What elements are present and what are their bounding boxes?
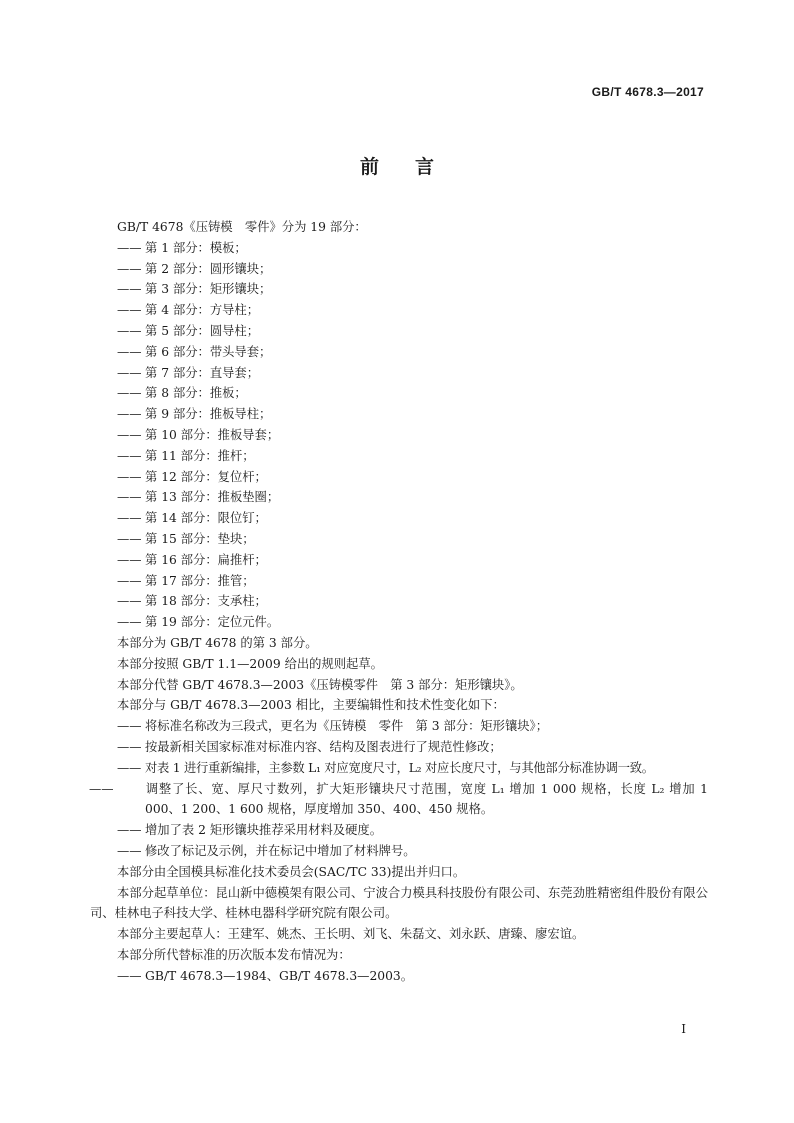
foreword-body	[90, 217, 708, 986]
list-item: —— 第 12 部分：复位杆；	[90, 467, 708, 488]
list-item: —— 第 4 部分：方导柱；	[90, 300, 708, 321]
list-item: —— 第 8 部分：推板；	[90, 383, 708, 404]
dash-marker: ——	[117, 407, 142, 422]
dash-marker: ——	[117, 843, 142, 858]
list-item: —— 第 19 部分：定位元件。	[90, 612, 708, 633]
list-item: —— 第 16 部分：扁推杆；	[90, 550, 708, 571]
dash-marker: ——	[117, 282, 142, 297]
dash-marker: ——	[117, 760, 142, 775]
drafting-units-paragraph: 本部分起草单位：昆山新中德模架有限公司、宁波合力模具科技股份有限公司、东莞劲胜精密组件股份有限公司、桂林电子科技大学、桂林电器科学研究院有限公司。	[90, 885, 708, 921]
list-item: —— 第 15 部分：垫块；	[90, 529, 708, 550]
list-item: —— 第 7 部分：直导套；	[90, 363, 708, 384]
changes-list	[90, 716, 708, 862]
list-item: —— 第 14 部分：限位钉；	[90, 508, 708, 529]
list-item: —— 调整了长、宽、厚尺寸数列，扩大矩形镶块尺寸范围，宽度 L₁ 增加 1 000 规格，长度 L₂ 增加 1 000、1 200、1 600 规格，厚度增加 350、400、450 规格。	[90, 779, 708, 821]
list-item: —— 第 3 部分：矩形镶块；	[90, 279, 708, 300]
dash-marker: ——	[89, 781, 114, 796]
standard-code: GB/T 4678.3—2017	[591, 85, 704, 99]
dash-marker: ——	[117, 739, 142, 754]
list-item: —— 第 1 部分：模板；	[90, 238, 708, 259]
dash-marker: ——	[117, 240, 142, 255]
dash-marker: ——	[117, 365, 142, 380]
list-item: —— 第 11 部分：推杆；	[90, 446, 708, 467]
dash-marker: ——	[117, 615, 142, 630]
list-item: —— 对表 1 进行重新编排，主参数 L₁ 对应宽度尺寸，L₂ 对应长度尺寸，与其他部分标准协调一致。	[90, 758, 708, 779]
dash-marker: ——	[117, 448, 142, 463]
changes-intro-paragraph: 本部分与 GB/T 4678.3—2003 相比，主要编辑性和技术性变化如下：	[117, 698, 505, 713]
dash-marker: ——	[117, 552, 142, 567]
dash-marker: ——	[117, 469, 142, 484]
drafters-paragraph: 本部分主要起草人：王建军、姚杰、王长明、刘飞、朱磊文、刘永跃、唐臻、廖宏谊。	[117, 927, 585, 942]
list-item: —— 第 17 部分：推管；	[90, 571, 708, 592]
part-number-paragraph: 本部分为 GB/T 4678 的第 3 部分。	[117, 635, 318, 650]
dash-marker: ——	[117, 823, 142, 838]
dash-marker: ——	[117, 531, 142, 546]
dash-marker: ——	[117, 427, 142, 442]
list-item: —— 将标准名称改为三段式，更名为《压铸模 零件 第 3 部分：矩形镶块》；	[90, 716, 708, 737]
list-item: —— 第 9 部分：推板导柱；	[90, 404, 708, 425]
dash-marker: ——	[117, 490, 142, 505]
dash-marker: ——	[117, 261, 142, 276]
history-intro-paragraph: 本部分所代替标准的历次版本发布情况为：	[117, 947, 351, 962]
list-item: —— 第 10 部分：推板导套；	[90, 425, 708, 446]
dash-marker: ——	[117, 511, 142, 526]
replacement-paragraph: 本部分代替 GB/T 4678.3—2003《压铸模零件 第 3 部分：矩形镶块》。	[117, 677, 523, 692]
dash-marker: ——	[117, 323, 142, 338]
list-item: —— 修改了标记及示例，并在标记中增加了材料牌号。	[90, 841, 708, 862]
list-item: —— 第 18 部分：支承柱；	[90, 591, 708, 612]
parts-list	[90, 238, 708, 633]
list-item: —— 第 13 部分：推板垫圈；	[90, 487, 708, 508]
dash-marker: ——	[117, 573, 142, 588]
page-title: 前言	[359, 156, 470, 178]
dash-marker: ——	[117, 303, 142, 318]
dash-marker: ——	[117, 719, 142, 734]
list-item: —— 第 5 部分：圆导柱；	[90, 321, 708, 342]
list-item: —— GB/T 4678.3—1984、GB/T 4678.3—2003。	[90, 966, 708, 987]
dash-marker: ——	[117, 386, 142, 401]
page-number: I	[681, 1022, 686, 1036]
list-item: —— 按最新相关国家标准对标准内容、结构及图表进行了规范性修改；	[90, 737, 708, 758]
dash-marker: ——	[117, 968, 142, 983]
list-item: —— 第 2 部分：圆形镶块；	[90, 259, 708, 280]
intro-paragraph: GB/T 4678《压铸模 零件》分为 19 部分：	[117, 220, 367, 234]
dash-marker: ——	[117, 594, 142, 609]
list-item: —— 增加了表 2 矩形镶块推荐采用材料及硬度。	[90, 820, 708, 841]
list-item: —— 第 6 部分：带头导套；	[90, 342, 708, 363]
proposer-paragraph: 本部分由全国模具标准化技术委员会(SAC/TC 33)提出并归口。	[117, 864, 466, 879]
drafting-rules-paragraph: 本部分按照 GB/T 1.1—2009 给出的规则起草。	[117, 656, 383, 671]
dash-marker: ——	[117, 344, 142, 359]
